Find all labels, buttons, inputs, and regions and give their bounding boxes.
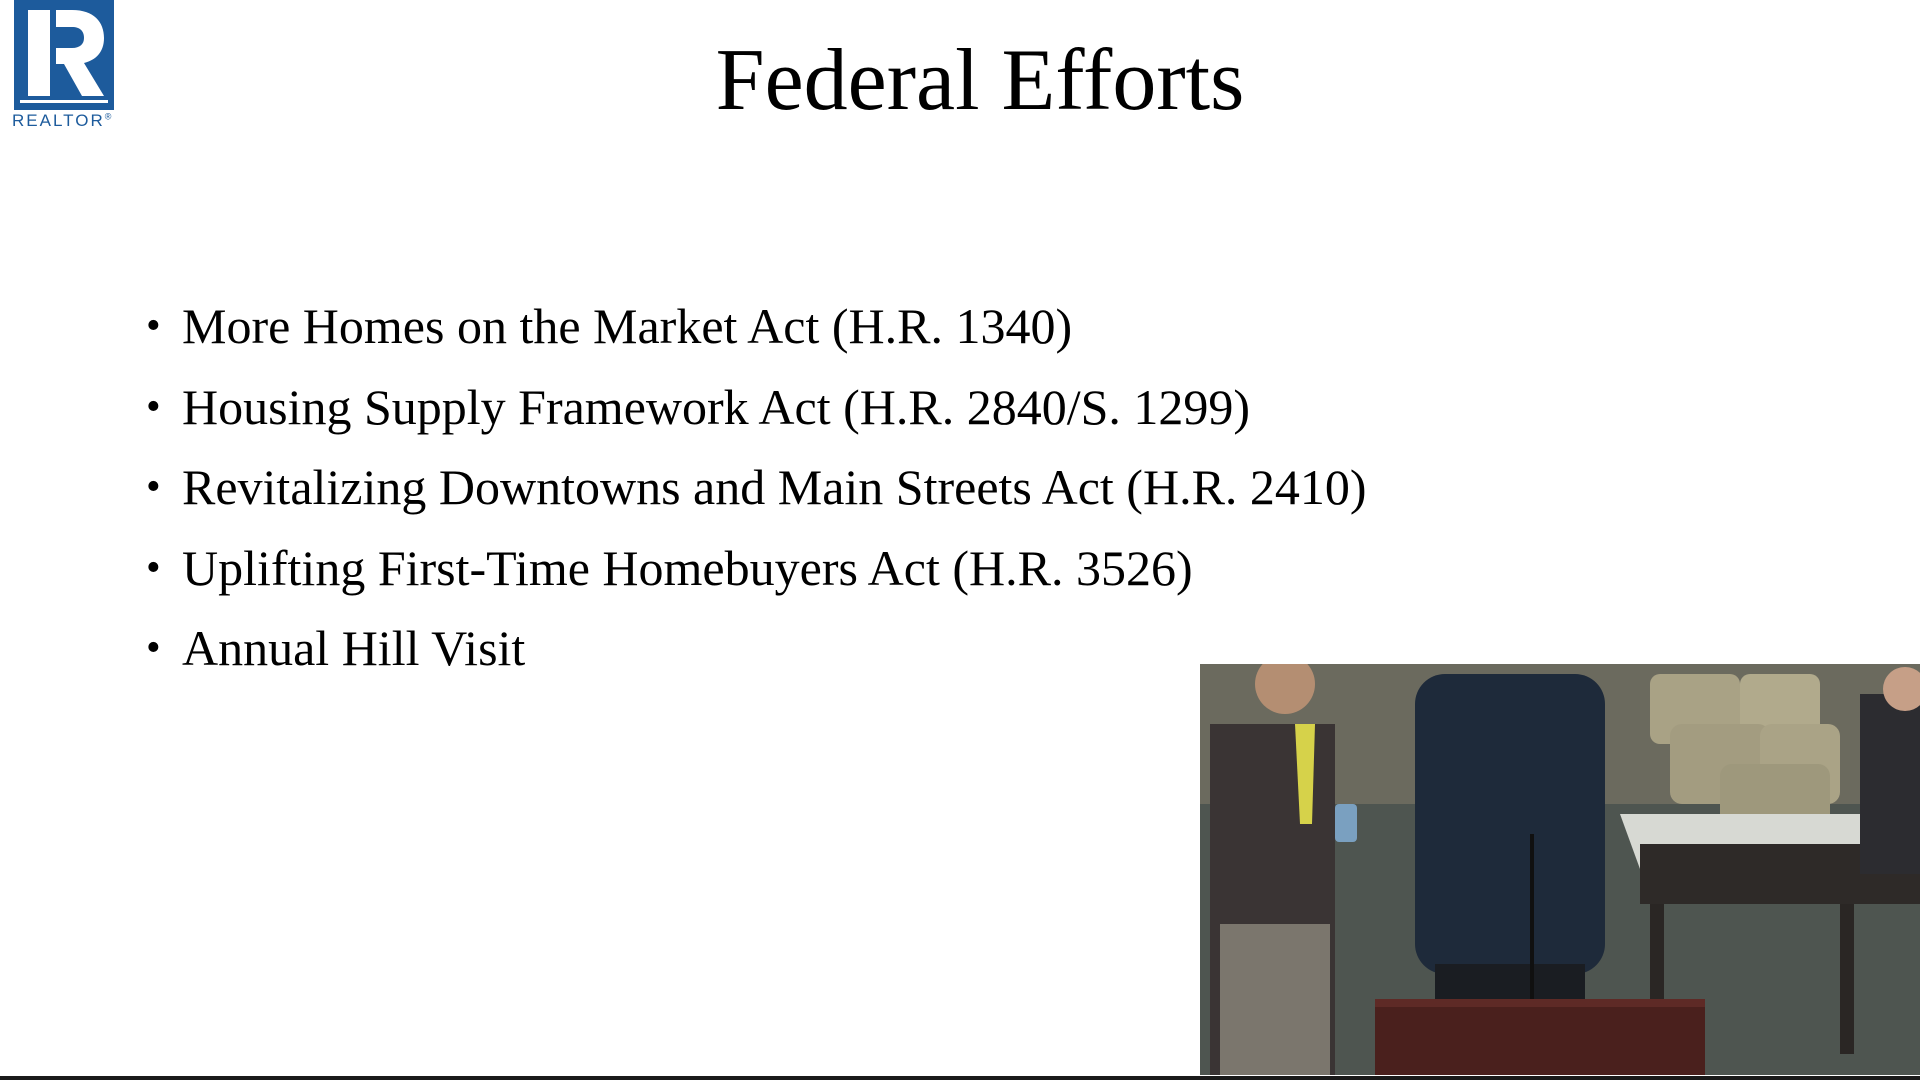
bullet-item xyxy=(146,367,1367,448)
bullet-item xyxy=(146,608,1367,689)
bullet-dot-icon: • xyxy=(146,383,161,430)
bullet-list xyxy=(146,286,1367,689)
video-feed-icon xyxy=(1200,664,1920,1075)
bullet-text: Annual Hill Visit xyxy=(182,620,526,676)
bullet-item xyxy=(146,286,1367,367)
bullet-text: Housing Supply Framework Act (H.R. 2840/S. 1299) xyxy=(182,378,1251,435)
bullet-text: Uplifting First-Time Homebuyers Act (H.R. 3526) xyxy=(182,539,1193,596)
bullet-text: Revitalizing Downtowns and Main Streets Act (H.R. 2410) xyxy=(182,459,1367,515)
bottom-border xyxy=(0,1076,1920,1080)
slide-title: Federal Efforts xyxy=(715,32,1245,129)
bullet-dot-icon: • xyxy=(146,303,161,349)
bullet-text: More Homes on the Market Act (H.R. 1340) xyxy=(182,298,1073,354)
bullet-dot-icon: • xyxy=(146,625,161,671)
bullet-dot-icon: • xyxy=(146,464,161,510)
bullet-item xyxy=(146,528,1367,609)
logo-wordmark-text: REALTOR xyxy=(12,111,105,130)
bullet-item xyxy=(146,447,1367,528)
registered-mark: ® xyxy=(104,111,114,122)
bullet-dot-icon: • xyxy=(146,544,161,591)
video-feed-inset[interactable] xyxy=(1200,664,1920,1075)
